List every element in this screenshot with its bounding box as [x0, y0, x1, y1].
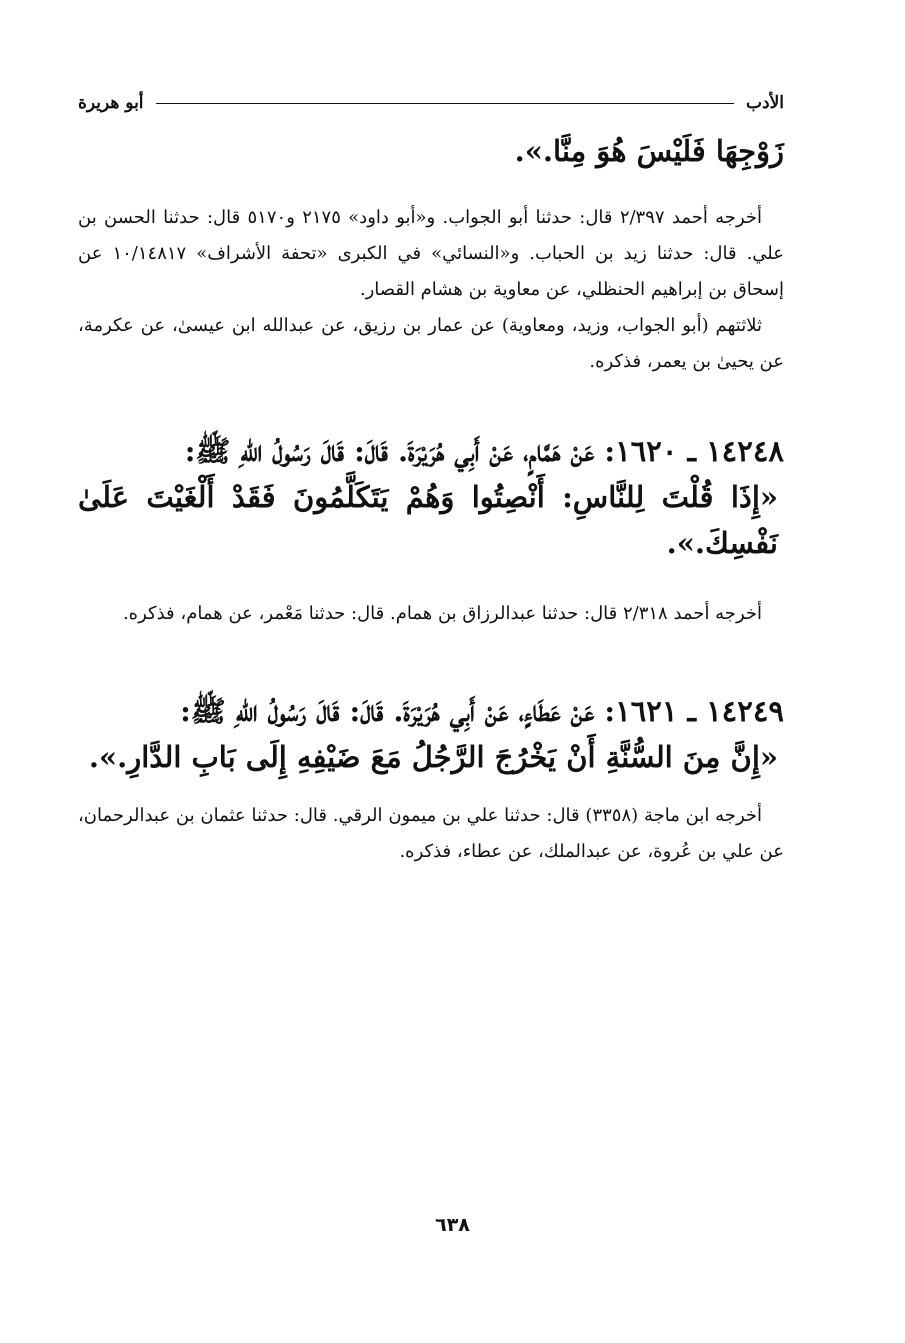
- takhrij-paragraph: أخرجه أحمد ٢/٣٩٧ قال: حدثنا أبو الجواب. و«أبو داود» ٢١٧٥ و٥١٧٠ قال: حدثنا الحسن بن علي. قال: حدثنا زيد بن الحباب. و«النسائي» في الكبرى «تحفة الأشراف» ١٠/١٤٨١٧ عن إسحاق بن إبراهيم الحنظلي، عن معاوية بن هشام القصار.: [78, 207, 784, 300]
- hadith-text: [78, 428, 784, 566]
- takhrij-paragraph: أخرجه ابن ماجة (٣٣٥٨) قال: حدثنا علي بن ميمون الرقي. قال: حدثنا عثمان بن عبدالرحمان، عن علي بن عُروة، عن عبدالملك، عن عطاء، فذكره.: [78, 805, 784, 862]
- hadith-text: [78, 688, 784, 780]
- hadith-text: [78, 128, 784, 174]
- takhrij-note: [78, 798, 784, 870]
- hadith-line: زَوْجِهَا فَلَيْسَ هُوَ مِنَّا.».: [514, 134, 784, 168]
- takhrij-note: [78, 200, 784, 380]
- book-page: [78, 84, 784, 870]
- running-header: [78, 84, 784, 122]
- hadith-isnad: ١٤٢٤٨ ـ ١٦٢٠: عَنْ هَمَّامٍ، عَنْ أَبِي هُرَيْرَةَ. قَالَ: قَالَ رَسُولُ اللهِ ﷺ:: [184, 434, 784, 468]
- chapter-title: الأدب: [746, 93, 784, 113]
- page-number: ٦٣٨: [435, 1214, 470, 1236]
- narrator-title: أبو هريرة: [78, 93, 144, 113]
- hadith-isnad: ١٤٢٤٩ ـ ١٦٢١: عَنْ عَطَاءٍ، عَنْ أَبِي هُرَيْرَةَ. قَالَ: قَالَ رَسُولُ اللهِ ﷺ:: [180, 694, 784, 728]
- takhrij-paragraph: أخرجه أحمد ٢/٣١٨ قال: حدثنا عبدالرزاق بن همام. قال: حدثنا مَعْمر، عن همام، فذكره.: [122, 603, 762, 624]
- takhrij-note: [78, 596, 784, 632]
- takhrij-paragraph: ثلاثتهم (أبو الجواب، وزيد، ومعاوية) عن عمار بن رزيق، عن عبدالله ابن عيسىٰ، عن عكرمة، عن يحيىٰ بن يعمر، فذكره.: [78, 315, 784, 372]
- header-rule: [156, 103, 734, 104]
- hadith-matn: «إِذَا قُلْتَ لِلنَّاسِ: أَنْصِتُوا وَهُمْ يَتَكَلَّمُونَ فَقَدْ أَلْغَيْتَ عَلَىٰ نَفْسِكَ.».: [78, 480, 778, 560]
- hadith-matn: «إِنَّ مِنَ السُّنَّةِ أَنْ يَخْرُجَ الرَّجُلُ مَعَ ضَيْفِهِ إِلَى بَابِ الدَّارِ.».: [88, 740, 778, 774]
